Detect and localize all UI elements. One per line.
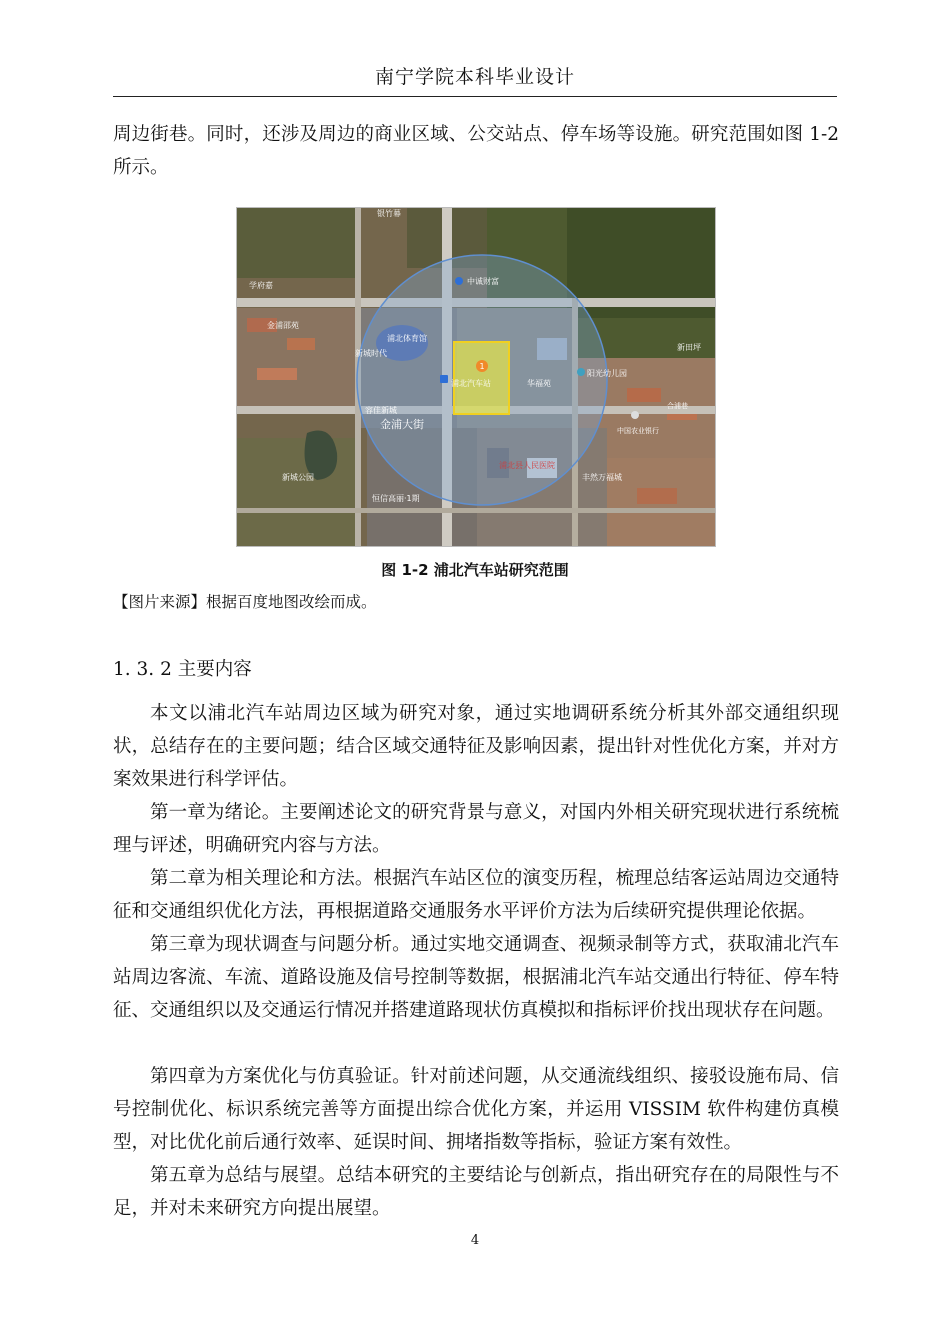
intro-paragraph: 周边街巷。同时，还涉及周边的商业区域、公交站点、停车场等设施。研究范围如图 1-2 所示。	[113, 124, 839, 178]
label-hebeng: 合浦巷	[667, 402, 688, 410]
label-park: 新城公园	[282, 473, 314, 482]
figure-caption: 图 1-2 浦北汽车站研究范围	[381, 561, 569, 579]
label-ring: 浦北汽车站	[451, 379, 491, 388]
marker-number: 1	[479, 362, 485, 371]
label-south: 恒信高丽·1期	[372, 494, 420, 503]
label-xintianping: 新田坪	[677, 343, 701, 352]
body-paragraph: 第三章为现状调查与问题分析。通过实地交通调查、视频录制等方式，获取浦北汽车站周边客流、车流、道路设施及信号控制等数据，根据浦北汽车站交通出行特征、停车特征、交通组织以及交通运行情况并搭建道路现状仿真模拟和指标评价找出现状存在问题。	[113, 934, 839, 1021]
label-hospital: 浦北县人民医院	[499, 461, 555, 470]
label-school: 学府嘉	[249, 281, 273, 290]
body-paragraph: 第二章为相关理论和方法。根据汽车站区位的演变历程，梳理总结客运站周边交通特征和交通组织优化方法，再根据道路交通服务水平评价方法为后续研究提供理论依据。	[113, 868, 839, 922]
tower-pin-icon	[455, 277, 463, 285]
satellite-map	[237, 208, 715, 546]
label-xincheng: 新城时代	[355, 349, 387, 358]
kindergarten-pin-icon	[577, 368, 585, 376]
page-header-title: 南宁学院本科毕业设计	[374, 66, 575, 88]
page-number: 4	[470, 1233, 480, 1248]
label-dev: 金浦邵苑	[267, 321, 299, 330]
header-rule	[113, 96, 837, 97]
body-paragraph: 第五章为总结与展望。总结本研究的主要结论与创新点，指出研究存在的局限性与不足，并对未来研究方向提出展望。	[113, 1165, 839, 1219]
label-rongyu: 容佳新城	[365, 406, 397, 415]
map-figure	[236, 207, 716, 547]
section-heading: 1. 3. 2 主要内容	[113, 659, 252, 680]
label-huafu: 华福苑	[527, 379, 551, 388]
label-top: 银竹幕	[377, 209, 401, 218]
body-paragraph: 本文以浦北汽车站周边区域为研究对象，通过实地调研系统分析其外部交通组织现状，总结存在的主要问题；结合区域交通特征及影响因素，提出针对性优化方案，并对方案效果进行科学评估。	[113, 703, 839, 790]
bank-pin-icon	[631, 411, 639, 419]
label-kinder: 阳光幼儿园	[587, 369, 627, 378]
body-paragraph: 第四章为方案优化与仿真验证。针对前述问题，从交通流线组织、接驳设施布局、信号控制优化、标识系统完善等方面提出综合优化方案，并运用 VISSIM 软件构建仿真模型，对比优化前后通行效率、延误时间、拥堵指数等指标，验证方案有效性。	[113, 1066, 839, 1153]
figure-source: 【图片来源】根据百度地图改绘而成。	[113, 593, 377, 611]
label-stadium: 浦北体育馆	[387, 334, 427, 343]
label-avenue: 金浦大街	[380, 418, 424, 431]
bus-stop-icon	[440, 375, 448, 383]
label-bank: 中国农业银行	[617, 427, 659, 435]
body-paragraph: 第一章为绪论。主要阐述论文的研究背景与意义，对国内外相关研究现状进行系统梳理与评述，明确研究内容与方法。	[113, 802, 839, 856]
label-tower: 中诚财富	[467, 277, 499, 286]
label-wanfu: 丰然万福城	[582, 473, 622, 482]
